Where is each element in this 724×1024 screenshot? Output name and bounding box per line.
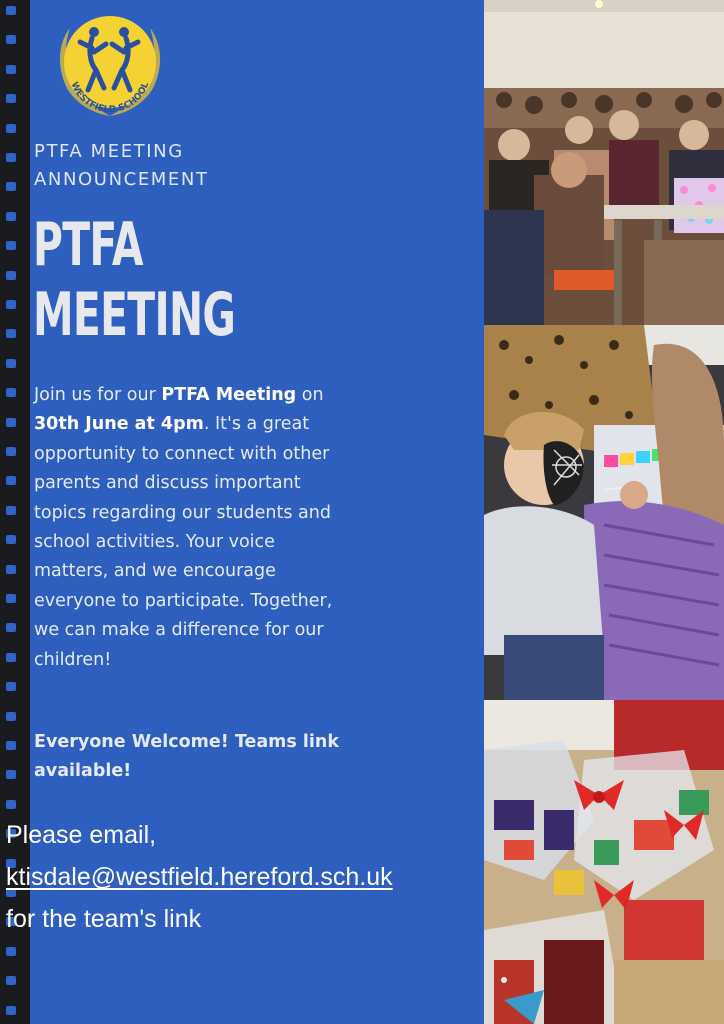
film-sprocket-hole [6,1006,16,1015]
headline-line-2: MEETING [33,280,236,350]
body-intro: Join us for our [34,385,162,405]
film-sprocket-hole [6,271,16,280]
film-sprocket-hole [6,623,16,632]
eyebrow-line-1: PTFA MEETING [34,141,184,162]
gift-hampers-photo [484,700,724,1024]
logo-text: WESTFIELD SCHOOL [68,80,152,116]
email-link[interactable]: ktisdale@westfield.hereford.sch.uk [6,863,393,891]
film-sprocket-hole [6,447,16,456]
face-painting-photo [484,325,724,700]
film-sprocket-hole [6,65,16,74]
film-sprocket-hole [6,712,16,721]
main-headline [33,210,235,350]
film-sprocket-hole [6,947,16,956]
film-sprocket-hole [6,6,16,15]
event-name: PTFA Meeting [161,385,297,405]
eyebrow-line-2: ANNOUNCEMENT [34,169,209,190]
film-sprocket-hole [6,329,16,338]
body-on: on [296,385,324,405]
film-sprocket-hole [6,94,16,103]
eyebrow-title [34,138,334,194]
film-sprocket-hole [6,770,16,779]
film-sprocket-hole [6,35,16,44]
film-sprocket-hole [6,212,16,221]
film-sprocket-hole [6,124,16,133]
film-sprocket-hole [6,182,16,191]
film-sprocket-hole [6,800,16,809]
film-sprocket-hole [6,653,16,662]
film-sprocket-hole [6,741,16,750]
film-sprocket-hole [6,506,16,515]
film-sprocket-hole [6,565,16,574]
film-sprocket-hole [6,594,16,603]
event-datetime: 30th June at 4pm [34,414,204,435]
meeting-hall-photo [484,0,724,325]
announcement-body [34,381,354,675]
film-sprocket-hole [6,153,16,162]
film-sprocket-hole [6,359,16,368]
welcome-note: Everyone Welcome! Teams link available! [34,732,339,781]
contact-block [6,814,476,940]
body-rest: . It's a great opportunity to connect with other parents and discuss important topics regarding our students and school activities. Your voice matters, and we encourage everyone to participate. Together, we can make a difference for our children! [34,414,333,670]
film-sprocket-hole [6,976,16,985]
contact-line-3: for the team's link [6,905,202,933]
contact-line-1: Please email, [6,821,157,849]
film-sprocket-hole [6,535,16,544]
film-sprocket-hole [6,476,16,485]
school-logo [40,8,180,120]
film-sprocket-hole [6,300,16,309]
headline-line-1: PTFA [33,210,143,280]
film-sprocket-hole [6,682,16,691]
film-sprocket-hole [6,388,16,397]
film-sprocket-hole [6,418,16,427]
film-sprocket-hole [6,241,16,250]
